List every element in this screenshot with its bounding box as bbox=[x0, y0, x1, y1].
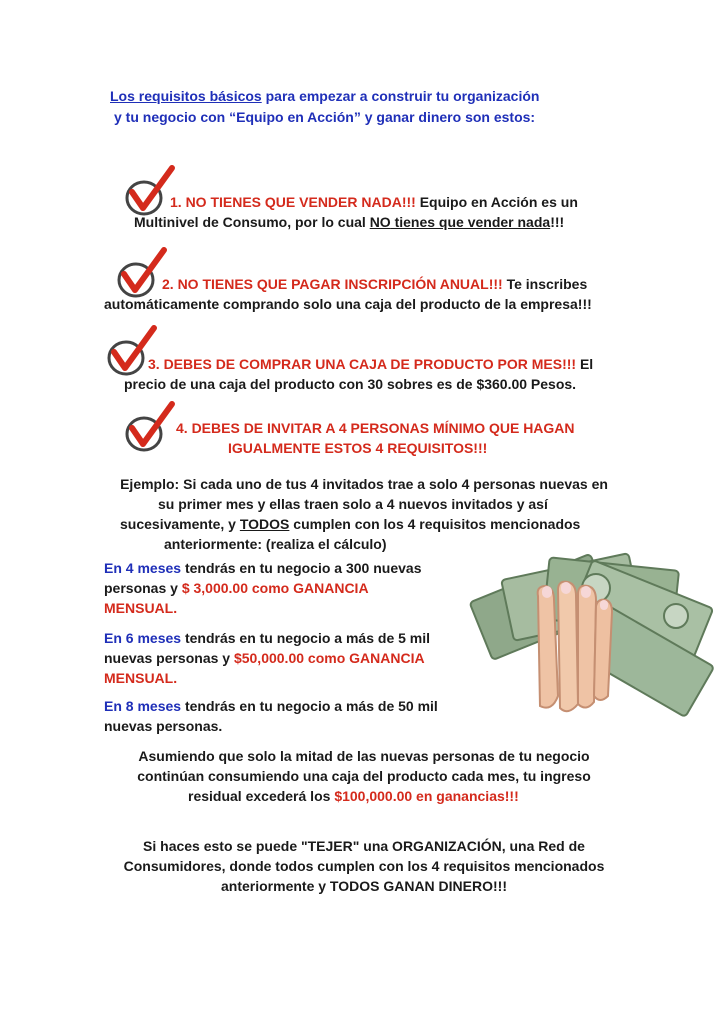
example-line-3 bbox=[120, 514, 580, 534]
closing-line-2: Consumidores, donde todos cumplen con los 4 requisitos mencionados bbox=[123, 858, 605, 874]
req1-line-1 bbox=[170, 192, 578, 212]
example-todos: TODOS bbox=[239, 516, 290, 532]
months6-line-3: MENSUAL. bbox=[104, 670, 178, 686]
months4-line-3: MENSUAL. bbox=[104, 600, 178, 616]
assume-text-3a: residual excederá los bbox=[188, 788, 335, 804]
months6-line-2 bbox=[104, 648, 425, 668]
intro-text-1: para empezar a construir tu organización bbox=[261, 88, 540, 104]
req2-line-2: automáticamente comprando solo una caja del producto de la empresa!!! bbox=[104, 296, 592, 312]
req3-title: 3. DEBES DE COMPRAR UNA CAJA DE PRODUCTO POR MES!!! bbox=[148, 356, 577, 372]
closing-line-3: anteriormente y TODOS GANAN DINERO!!! bbox=[221, 878, 507, 894]
months4-line-2 bbox=[104, 578, 369, 598]
months4-money: $ 3,000.00 como GANANCIA bbox=[181, 580, 369, 596]
months8-line-1 bbox=[104, 696, 438, 716]
req1-text-2: Multinivel de Consumo, por lo cual bbox=[134, 214, 370, 230]
intro-line-1 bbox=[110, 86, 630, 106]
check-mark-icon bbox=[110, 244, 170, 300]
check-mark-icon bbox=[118, 162, 178, 218]
assume-line-3 bbox=[188, 786, 519, 806]
req3-line-2: precio de una caja del producto con 30 sobres es de $360.00 Pesos. bbox=[124, 376, 577, 392]
assume-line-2: continúan consumiendo una caja del producto cada mes, tu ingreso bbox=[137, 768, 591, 784]
months8-text-1: tendrás en tu negocio a más de 50 mil bbox=[181, 698, 438, 714]
months8-label: En 8 meses bbox=[104, 698, 182, 714]
example-line-1: Ejemplo: Si cada uno de tus 4 invitados trae a solo 4 personas nuevas en bbox=[120, 476, 608, 492]
intro-line-2: y tu negocio con “Equipo en Acción” y ganar dinero son estos: bbox=[114, 109, 536, 125]
req2-title: 2. NO TIENES QUE PAGAR INSCRIPCIÓN ANUAL!!! bbox=[162, 276, 503, 292]
req2-text-1: Te inscribes bbox=[502, 276, 588, 292]
req3-line-1 bbox=[148, 354, 593, 374]
example-text-3b: cumplen con los 4 requisitos mencionados bbox=[289, 516, 581, 532]
months6-text-1: tendrás en tu negocio a más de 5 mil bbox=[181, 630, 431, 646]
req1-no: NO bbox=[369, 214, 391, 230]
months8-line-2: nuevas personas. bbox=[104, 718, 223, 734]
req1-underlined: tienes que vender nada bbox=[390, 214, 551, 230]
months6-line-1 bbox=[104, 628, 430, 648]
closing-line-1: Si haces esto se puede "TEJER" una ORGANIZACIÓN, una Red de bbox=[143, 838, 585, 854]
months4-text-1: tendrás en tu negocio a 300 nuevas bbox=[181, 560, 422, 576]
req1-text-1: Equipo en Acción es un bbox=[415, 194, 578, 210]
req2-line-1 bbox=[162, 274, 587, 294]
req4-line-2: IGUALMENTE ESTOS 4 REQUISITOS!!! bbox=[228, 440, 488, 456]
check-mark-icon bbox=[118, 398, 178, 454]
example-line-2: su primer mes y ellas traen solo a 4 nuevos invitados y así bbox=[158, 496, 548, 512]
months4-line-1 bbox=[104, 558, 421, 578]
months4-label: En 4 meses bbox=[104, 560, 182, 576]
assume-line-1: Asumiendo que solo la mitad de las nuevas personas de tu negocio bbox=[138, 748, 590, 764]
assume-money: $100,000.00 en ganancias!!! bbox=[334, 788, 519, 804]
req1-line-2 bbox=[134, 212, 564, 232]
example-line-4: anteriormente: (realiza el cálculo) bbox=[164, 536, 387, 552]
example-text-3a: sucesivamente, y bbox=[120, 516, 240, 532]
intro-link[interactable]: Los requisitos básicos bbox=[110, 88, 262, 104]
money-hand-image bbox=[466, 536, 716, 722]
req3-text-1: El bbox=[576, 356, 594, 372]
months6-text-2: nuevas personas y bbox=[104, 650, 234, 666]
req1-end: !!! bbox=[550, 214, 565, 230]
req1-title: 1. NO TIENES QUE VENDER NADA!!! bbox=[170, 194, 416, 210]
months4-text-2: personas y bbox=[104, 580, 182, 596]
req4-line-1: 4. DEBES DE INVITAR A 4 PERSONAS MÍNIMO QUE HAGAN bbox=[176, 420, 575, 436]
months6-label: En 6 meses bbox=[104, 630, 182, 646]
months6-money: $50,000.00 como GANANCIA bbox=[233, 650, 425, 666]
